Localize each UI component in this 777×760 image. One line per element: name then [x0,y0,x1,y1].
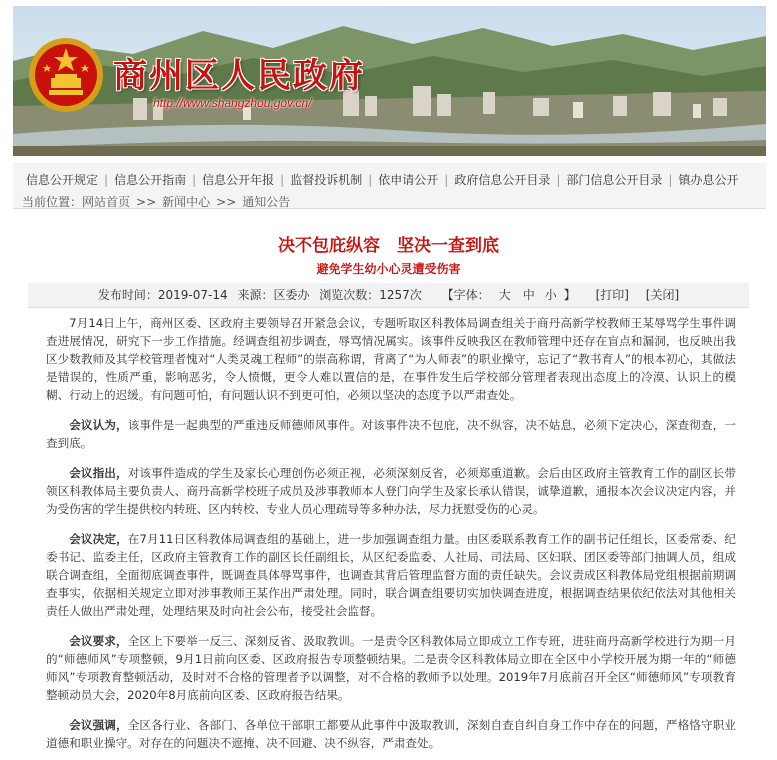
paragraph-text: 该事件是一起典型的严重违反师德师风事件。对该事件决不包庇，决不纵容，决不姑息，必须下定决心，深查彻查，一查到底。 [46,418,736,450]
publish-date: 发布时间：2019-07-14 [97,288,228,302]
nav-separator: | [556,173,561,187]
article-body [46,314,736,760]
paragraph-lead: 会议认为， [69,418,128,432]
nav-separator: | [192,173,197,187]
nav-link-request-disclosure[interactable]: 依申请公开 [378,173,439,187]
nav-link-disclosure-rules[interactable]: 信息公开规定 [26,173,99,187]
nav-link-town-disclosure[interactable]: 镇办息公开 [678,173,739,187]
font-size-medium-button[interactable]: 中 [522,288,535,302]
article-paragraph [46,632,736,704]
print-button[interactable]: [打印] [595,288,629,302]
nav-separator: | [668,173,673,187]
paragraph-text: 全区上下要举一反三、深刻反省、汲取教训。一是责令区科教体局立即成立工作专班，进驻商丹高新学校进行为期一月的“师德师风”专项整顿，9月1日前向区委、区政府报告专项整顿结果。二是责令区科教体局立即在全区中小学校开展为期一年的“师德师风”专项教育整顿活动，及时对不合格的管理者予以调整，对不合格的教师予以处理。2019年7月底前召开全区“师德师风”专项教育整顿动员大会，2020年8月底前向区委、区政府报告结果。 [46,634,736,702]
nav-link-complaint-mechanism[interactable]: 监督投诉机制 [290,173,363,187]
header-banner [13,6,766,156]
nav-link-gov-catalog[interactable]: 政府信息公开目录 [454,173,551,187]
nav-link-disclosure-guide[interactable]: 信息公开指南 [114,173,187,187]
font-size-large-button[interactable]: 大 [498,288,511,302]
site-url[interactable]: http://www.shangzhou.gov.cn/ [153,96,312,110]
article-paragraph [46,314,736,404]
font-size-label-close: 】 [563,288,576,302]
article-paragraph [46,530,736,620]
site-title: 商州区人民政府 [113,56,365,96]
breadcrumb-arrow: >> [216,195,237,209]
breadcrumb-label: 当前位置： [22,195,83,209]
top-navigation [13,163,766,209]
font-size-control [439,288,579,302]
breadcrumb [22,193,290,210]
breadcrumb-item-notices[interactable]: 通知公告 [242,195,291,209]
article-title: 决不包庇纵容 坚决一查到底 [278,236,499,256]
breadcrumb-item-news[interactable]: 新闻中心 [162,195,211,209]
close-button[interactable]: [关闭] [645,288,680,302]
font-size-label: 【字体： [441,288,490,302]
paragraph-text: 7月14日上午，商州区委、区政府主要领导召开紧急会议，专题听取区科教体局调查组关于商丹高新学校教师王某辱骂学生事件调查进展情况，研究下一步工作措施。经调查组初步调查，辱骂情况属实。该事件反映我区在教师管理中还存在盲点和漏洞，也反映出我区少数教师及其学校管理者愧对“人类灵魂工程师”的崇高称谓，背离了“为人师表”的职业操守，忘记了“教书育人”的根本初心，其做法是错误的，性质严重，影响恶劣，令人愤慨，更令人难以置信的是，在事件发生后学校部分管理者表现出态度上的冷漠、认识上的模糊、行动上的迟缓。有问题可怕，有问题认识不到更可怕，必须以坚决的态度予以严肃查处。 [46,316,736,402]
font-size-small-button[interactable]: 小 [544,288,557,302]
nav-separator: | [368,173,373,187]
article-subtitle: 避免学生幼小心灵遭受伤害 [316,262,461,276]
nav-separator: | [280,173,285,187]
view-count: 浏览次数：1257次 [319,288,422,302]
article-meta-bar [28,283,749,308]
nav-separator: | [444,173,449,187]
paragraph-text: 全区各行业、各部门、各单位干部职工都要从此事件中汲取教训，深刻自查自纠自身工作中存在的问题，严格恪守职业道德和职业操守。对存在的问题决不遮掩、决不回避、决不纵容，严肃查处。 [46,718,736,750]
paragraph-lead: 会议指出， [69,466,128,480]
article-paragraph [46,716,736,752]
nav-separator: | [104,173,109,187]
nav-links [26,171,738,188]
paragraph-lead: 会议强调， [69,718,128,732]
paragraph-lead: 会议决定， [69,532,128,546]
nav-link-annual-report[interactable]: 信息公开年报 [202,173,275,187]
article-source: 来源：区委办 [237,288,310,302]
article-paragraph [46,464,736,518]
article-paragraph [46,416,736,452]
national-emblem-icon [27,36,105,114]
breadcrumb-item-home[interactable]: 网站首页 [82,195,131,209]
breadcrumb-arrow: >> [136,195,157,209]
nav-link-dept-catalog[interactable]: 部门信息公开目录 [566,173,663,187]
paragraph-lead: 会议要求， [69,634,128,648]
paragraph-text: 对该事件造成的学生及家长心理创伤必须正视，必须深刻反省，必须郑重道歉。会后由区政府主管教育工作的副区长带领区科教体局主要负责人、商丹高新学校班子成员及涉事教师本人登门向学生及家长承认错误，诚挚道歉，通报本次会议决定内容，并为受伤害的学生提供校内转班、区内转校、专业人员心理疏导等多种办法，尽力抚慰受伤的心灵。 [46,466,736,516]
paragraph-text: 在7月11日区科教体局调查组的基础上，进一步加强调查组力量。由区委联系教育工作的副书记任组长，区委常委、纪委书记、监委主任，区政府主管教育工作的副区长任副组长，从区纪委监委、人社局、司法局、区妇联、团区委等部门抽调人员，组成联合调查组，全面彻底调查事件，既调查具体辱骂事件，也调查其背后管理监督方面的责任缺失。会议责成区科教体局党组根据前期调查事实，依据相关规定立即对涉事教师王某作出严肃处理。同时，联合调查组要切实加快调查进度，根据调查结果依纪依法对其他相关责任人做出严肃处理，处理结果及时向社会公布，接受社会监督。 [46,532,736,618]
